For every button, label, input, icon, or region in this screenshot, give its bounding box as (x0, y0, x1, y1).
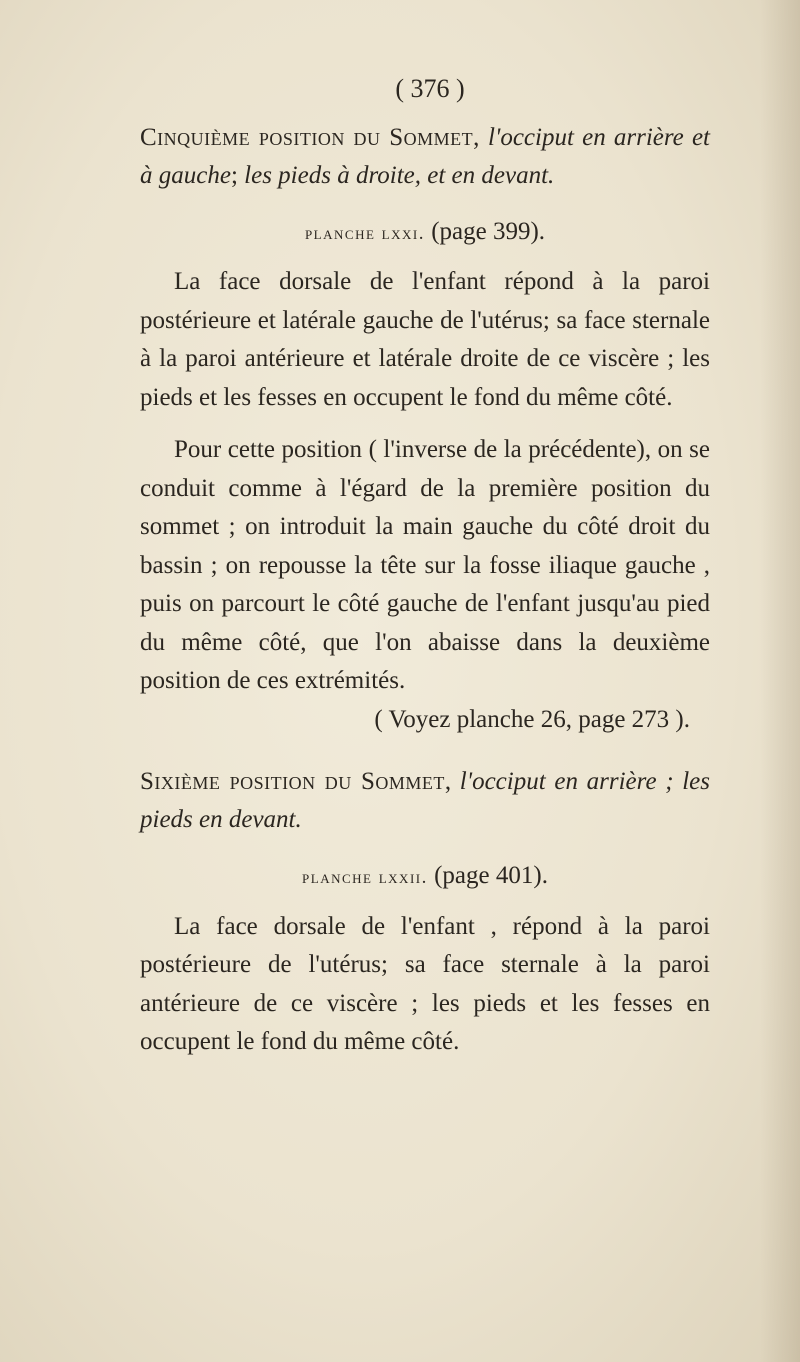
section-heading-cinquieme (140, 119, 710, 195)
paragraph: La face dorsale de l'enfant répond à la paroi postérieure et latérale gauche de l'utérus; sa face sternale à la paroi antérieure et latérale droite de ce viscère ; les pieds et les fesses en occupent le fond du même côté. (140, 268, 710, 411)
heading-italic: l'occiput en arrière et à gauche (140, 123, 710, 189)
plate-reference-lxxii (140, 857, 710, 898)
plate-label: planche lxxi. (304, 222, 425, 244)
heading-separator: ; (230, 161, 245, 189)
plate-page: (page 401). (427, 862, 548, 889)
heading-separator: , (444, 768, 460, 795)
page-edge-shadow (760, 0, 800, 1362)
heading-smallcaps: Sixième position du Sommet (140, 768, 445, 795)
plate-page: (page 399). (424, 217, 546, 245)
cross-reference: ( Voyez planche 26, page 273 ). (374, 705, 690, 733)
heading-italic: l'occiput en arrière ; les pieds en devant. (140, 768, 711, 833)
section-heading-sixieme (140, 763, 710, 839)
plate-reference-lxxi (140, 213, 710, 254)
plate-label: planche lxxii. (302, 867, 428, 888)
page-number: ( 376 ) (395, 74, 465, 103)
page-text-block (140, 70, 710, 1062)
heading-smallcaps: Cinquième position du Sommet, (140, 123, 480, 151)
paragraph: La face dorsale de l'enfant , répond à la paroi postérieure de l'utérus; sa face sternale à la paroi antérieure de ce viscère ; les pieds et les fesses en occupent le fond du même côté. (140, 912, 710, 1055)
heading-italic-2: les pieds à droite, et en devant. (244, 161, 555, 189)
paragraph: Pour cette position ( l'inverse de la précédente), on se conduit comme à l'égard de la première position du sommet ; on introduit la main gauche du côté droit du bassin ; on repousse la tête sur la fosse iliaque gauche , puis on parcourt le côté gauche de l'enfant jusqu'au pied du même côté, que l'on abaisse dans la deuxième position de ces extrémités. (140, 436, 710, 694)
